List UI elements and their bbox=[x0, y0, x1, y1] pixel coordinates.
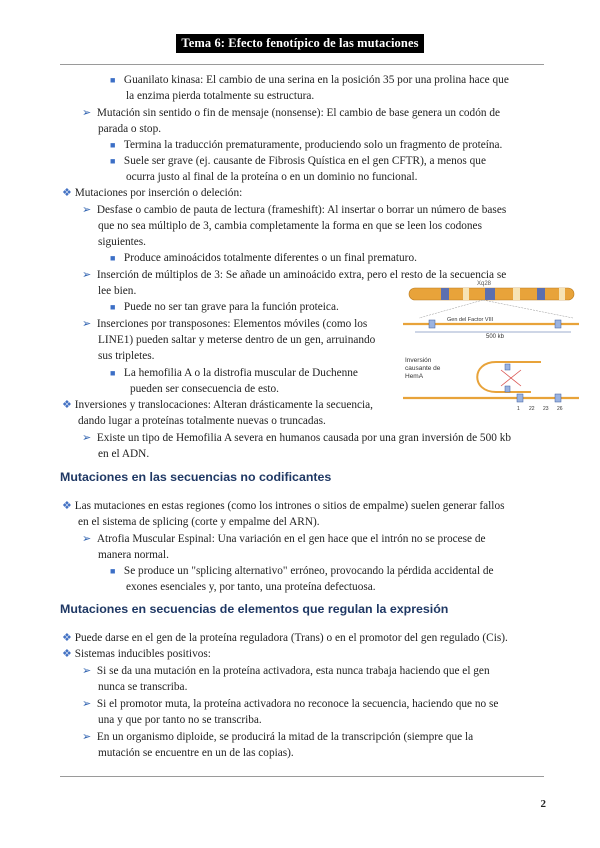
page-title: Tema 6: Efecto fenotípico de las mutaciones bbox=[176, 34, 423, 53]
text-line: mutación se encuentre en un de las copias). bbox=[98, 747, 294, 759]
list-item: ■ Produce aminoácidos totalmente diferentes o un final prematuro. bbox=[110, 252, 417, 264]
arrow-bullet-icon: ➢ bbox=[82, 318, 92, 330]
caption-line: HemA bbox=[405, 373, 424, 380]
arrow-bullet-icon: ➢ bbox=[82, 269, 92, 281]
arrow-bullet-icon: ➢ bbox=[82, 698, 92, 710]
arrow-bullet-icon: ➢ bbox=[82, 665, 92, 677]
arrow-bullet-icon: ➢ bbox=[82, 533, 92, 545]
text-line: pueden ser consecuencia de esto. bbox=[130, 383, 279, 395]
diamond-bullet-icon: ❖ bbox=[62, 187, 72, 199]
arrow-bullet-icon: ➢ bbox=[82, 204, 92, 216]
exon-box bbox=[555, 394, 561, 402]
square-bullet-icon: ■ bbox=[110, 156, 116, 166]
text-line: una y que por tanto no se transcriba. bbox=[98, 714, 262, 726]
text-line: exones esenciales y, por tanto, una proteína defectuosa. bbox=[126, 581, 376, 593]
section-heading-noncoding: Mutaciones en las secuencias no codificantes bbox=[60, 470, 332, 484]
exon-box bbox=[555, 320, 561, 328]
square-bullet-icon: ■ bbox=[110, 368, 116, 378]
square-bullet-icon: ■ bbox=[110, 566, 116, 576]
footer-rule bbox=[60, 776, 544, 777]
diamond-bullet-icon: ❖ bbox=[62, 399, 72, 411]
text-line: nunca se transcriba. bbox=[98, 681, 188, 693]
section-heading-regulatory: Mutaciones en secuencias de elementos que regulan la expresión bbox=[60, 602, 449, 616]
chromosome-x bbox=[409, 288, 574, 300]
list-item: ➢ Inserción de múltiplos de 3: Se añade un aminoácido extra, pero el resto de la secuencia se bbox=[82, 269, 507, 281]
zoom-line-left bbox=[419, 300, 483, 318]
exon-box bbox=[505, 386, 510, 392]
square-bullet-icon: ■ bbox=[110, 302, 116, 312]
arrow-bullet-icon: ➢ bbox=[82, 107, 92, 119]
diamond-bullet-icon: ❖ bbox=[62, 500, 72, 512]
text-line: ocurra justo al final de la proteína o en un dominio no funcional. bbox=[126, 171, 418, 183]
list-item: ❖ Sistemas inducibles positivos: bbox=[62, 648, 211, 660]
list-item: ➢ Desfase o cambio de pauta de lectura (frameshift): Al insertar o borrar un número de bases bbox=[82, 204, 507, 216]
exon-box bbox=[429, 320, 435, 328]
list-item: ➢ Atrofia Muscular Espinal: Una variación en el gen hace que el intrón no se procese de bbox=[82, 533, 486, 545]
list-item: ❖ Inversiones y translocaciones: Alteran drásticamente la secuencia, bbox=[62, 399, 374, 411]
square-bullet-icon: ■ bbox=[110, 140, 116, 150]
band-label: Xq28 bbox=[477, 281, 492, 287]
list-item: ■ Guanilato kinasa: El cambio de una serina en la posición 35 por una prolina hace que bbox=[110, 74, 509, 86]
text-line: siguientes. bbox=[98, 236, 147, 248]
text-line: parada o stop. bbox=[98, 123, 162, 135]
page-number: 2 bbox=[540, 798, 546, 810]
zoom-line-right bbox=[483, 300, 573, 318]
exon-label: 23 bbox=[543, 406, 549, 412]
gene-inversion-figure bbox=[401, 280, 581, 430]
text-line: LINE1) pueden saltar y meterse dentro de un gen, arruinando bbox=[98, 334, 376, 346]
text-line: en el sistema de splicing (corte y empalme del ARN). bbox=[78, 516, 320, 528]
list-item: ■ Suele ser grave (ej. causante de Fibrosis Quística en el gen CFTR), a menos que bbox=[110, 155, 486, 167]
exon-label: 26 bbox=[557, 406, 563, 412]
text-line: lee bien. bbox=[98, 285, 137, 297]
text-line: en el ADN. bbox=[98, 448, 150, 460]
text-line: la enzima pierda totalmente su estructura. bbox=[126, 90, 315, 102]
square-bullet-icon: ■ bbox=[110, 253, 116, 263]
list-item: ➢ Mutación sin sentido o fin de mensaje (nonsense): El cambio de base genera un codón de bbox=[82, 107, 500, 119]
list-item: ❖ Mutaciones por inserción o deleción: bbox=[62, 187, 243, 199]
arrow-bullet-icon: ➢ bbox=[82, 432, 92, 444]
list-item: ■ Termina la traducción prematuramente, produciendo solo un fragmento de proteína. bbox=[110, 139, 503, 151]
exon-label: 22 bbox=[529, 406, 535, 412]
list-item: ❖ Puede darse en el gen de la proteína reguladora (Trans) o en el promotor del gen regulado (Cis). bbox=[62, 632, 508, 644]
list-item: ➢ Inserciones por transposones: Elementos móviles (como los bbox=[82, 318, 368, 330]
exon-box bbox=[517, 394, 523, 402]
text-line: sus tripletes. bbox=[98, 350, 155, 362]
square-bullet-icon: ■ bbox=[110, 75, 116, 85]
diamond-bullet-icon: ❖ bbox=[62, 648, 72, 660]
text-line: que no sea múltiplo de 3, cambia completamente la forma en que se leen los codones bbox=[98, 220, 482, 232]
list-item: ■ La hemofilia A o la distrofia muscular de Duchenne bbox=[110, 367, 358, 379]
diamond-bullet-icon: ❖ bbox=[62, 632, 72, 644]
caption-line: Inversión bbox=[405, 357, 432, 364]
scale-label: 500 kb bbox=[486, 334, 505, 340]
list-item: ■ Se produce un "splicing alternativo" erróneo, provocando la pérdida accidental de bbox=[110, 565, 494, 577]
text-line: dando lugar a proteínas totalmente nuevas o truncadas. bbox=[78, 415, 326, 427]
arrow-bullet-icon: ➢ bbox=[82, 731, 92, 743]
list-item: ➢ Existe un tipo de Hemofilia A severa en humanos causada por una gran inversión de 500 kb bbox=[82, 432, 511, 444]
list-item: ❖ Las mutaciones en estas regiones (como los intrones o sitios de empalme) suelen generar fallos bbox=[62, 500, 505, 512]
list-item: ➢ Si se da una mutación en la proteína activadora, esta nunca trabaja haciendo que el gen bbox=[82, 665, 490, 677]
list-item: ➢ En un organismo diploide, se producirá la mitad de la transcripción (siempre que la bbox=[82, 731, 474, 743]
list-item: ➢ Si el promotor muta, la proteína activadora no reconoce la secuencia, haciendo que no se bbox=[82, 698, 499, 710]
exon-label: 1 bbox=[517, 406, 520, 412]
exon-box bbox=[505, 364, 510, 370]
gene-label: Gen del Factor VIII bbox=[447, 317, 494, 323]
page-header bbox=[0, 34, 600, 53]
header-rule bbox=[60, 64, 544, 65]
text-line: manera normal. bbox=[98, 549, 169, 561]
caption-line: causante de bbox=[405, 365, 441, 372]
list-item: ■ Puede no ser tan grave para la función proteica. bbox=[110, 301, 339, 313]
recombination-cross bbox=[501, 370, 521, 386]
